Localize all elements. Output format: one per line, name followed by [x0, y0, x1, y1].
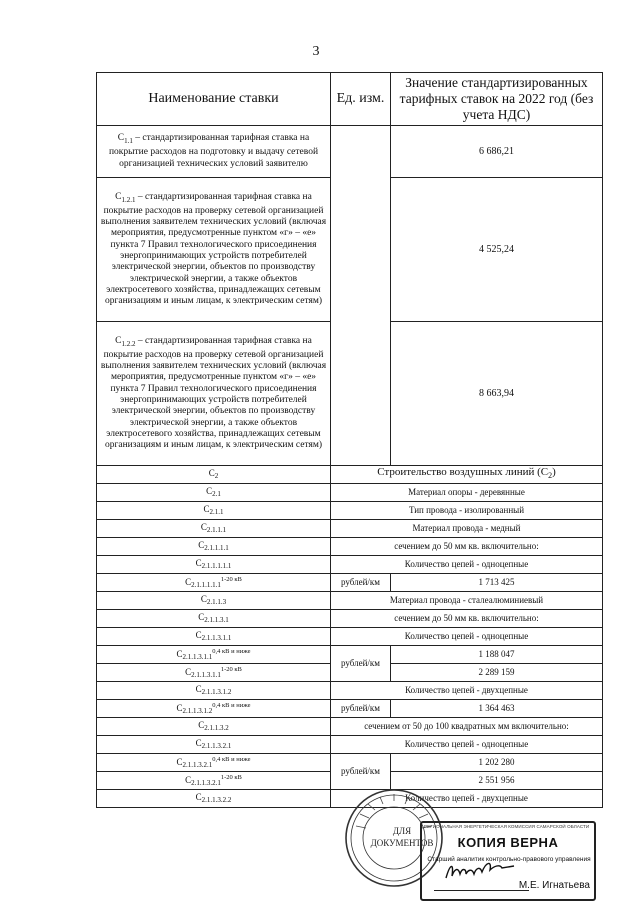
rate-code: $C_{2.1.1.3.2.1}^{0,4 кВ и ниже}$: [97, 754, 331, 772]
stamp-circle-text-2: ДОКУМЕНТОВ: [370, 838, 434, 848]
rate-code: $C_{2.1.1.3}$: [97, 592, 331, 610]
row-description: сечением до 50 мм кв. включительно:: [331, 538, 603, 556]
table-row: [97, 574, 603, 592]
rate-code: $C_{2.1}$: [97, 484, 331, 502]
table-header-row: [97, 73, 603, 126]
rate-code: $C_{2.1.1.1.1.1}$: [97, 556, 331, 574]
header-rate-name: Наименование ставки: [97, 73, 331, 126]
rate-code: $C_{2.1.1.1.1.1}^{1-20 кВ}$: [97, 574, 331, 592]
rate-value: 2 551 956: [391, 772, 603, 790]
signature-line: [434, 890, 529, 891]
row-description: Количество цепей - одноцепные: [331, 736, 603, 754]
rate-description: $C_{1.1}$ – стандартизированная тарифная ставка на покрытие расходов на подготовку и выдачу сетевой организацией технических условий заявителю: [97, 126, 331, 178]
table-row: [97, 646, 603, 664]
unit-cell: рублей/км: [331, 700, 391, 718]
unit-cell-empty: [331, 126, 391, 466]
tariff-rates-table: [96, 72, 603, 808]
stamp-signatory-name: М.Е. Игнатьева: [518, 880, 590, 891]
rate-code: $C_{2.1.1.3.1.2}$: [97, 682, 331, 700]
rate-value: 8 663,94: [391, 322, 603, 466]
unit-cell: рублей/км: [331, 574, 391, 592]
unit-cell: рублей/км: [331, 646, 391, 682]
rate-code: $C_{2.1.1.3.2.1}^{1-20 кВ}$: [97, 772, 331, 790]
rate-value: 2 289 159: [391, 664, 603, 682]
row-description: Тип провода - изолированный: [331, 502, 603, 520]
rate-code: $C_{2.1.1.3.2}$: [97, 718, 331, 736]
row-description: Материал провода - медный: [331, 520, 603, 538]
rate-code: $C_{2.1.1.3.2.1}$: [97, 736, 331, 754]
table-row: [97, 556, 603, 574]
rate-code: $C_{2.1.1.3.1}$: [97, 610, 331, 628]
table-row: [97, 754, 603, 772]
table-row: [97, 502, 603, 520]
handwritten-signature: [440, 856, 520, 886]
rate-code: $C_{2.1.1.1}$: [97, 520, 331, 538]
rate-value: 1 364 463: [391, 700, 603, 718]
rate-value: 6 686,21: [391, 126, 603, 178]
unit-cell: рублей/км: [331, 754, 391, 790]
rate-value: 1 188 047: [391, 646, 603, 664]
rate-value: 4 525,24: [391, 178, 603, 322]
table-row: [97, 484, 603, 502]
rate-code: $C_{2.1.1}$: [97, 502, 331, 520]
rate-code: $C_{2.1.1.1.1}$: [97, 538, 331, 556]
table-row: [97, 682, 603, 700]
rate-value: 1 713 425: [391, 574, 603, 592]
rate-code: $C_2$: [97, 466, 331, 484]
table-row: [97, 700, 603, 718]
row-description: сечением от 50 до 100 квадратных мм включительно:: [331, 718, 603, 736]
stamp-position: Старший аналитик контрольно-правового управления: [427, 856, 591, 863]
rate-description: $C_{1.2.1}$ – стандартизированная тарифная ставка на покрытие расходов на проверку сетевой организацией выполнения заявителем технических условий (включая мероприятия, предусмотренные пунктом «г» – «е» пункта 7 Правил технологического присоединения энергопринимающих устройств потребителей электрической энергии, объектов по производству электрической энергии, а также объектов электросетевого хозяйства, принадлежащих сетевым организациям и иным лицам, к электрическим сетям): [97, 178, 331, 322]
stamp-circle-text-1: ДЛЯ: [392, 826, 412, 836]
row-description: сечением до 50 мм кв. включительно:: [331, 610, 603, 628]
row-description: Материал опоры - деревянные: [331, 484, 603, 502]
table-row: [97, 520, 603, 538]
table-row: [97, 736, 603, 754]
rate-description: $C_{1.2.2}$ – стандартизированная тарифная ставка на покрытие расходов на проверку сетевой организацией выполнения заявителем технических условий (включая мероприятия, предусмотренные пунктом «г» – «е» пункта 7 Правил технологического присоединения энергопринимающих устройств потребителей электрической энергии, объектов по производству электрической энергии, а также объектов электросетевого хозяйства, принадлежащих сетевым организациям и иным лицам, к электрическим сетям): [97, 322, 331, 466]
table-row: [97, 538, 603, 556]
rate-code: $C_{2.1.1.3.1.2}^{0,4 кВ и ниже}$: [97, 700, 331, 718]
table-row: [97, 592, 603, 610]
stamp-organization: РЕГИОНАЛЬНАЯ ЭНЕРГЕТИЧЕСКАЯ КОМИССИЯ САМАРСКОЙ ОБЛАСТИ: [424, 824, 590, 829]
rate-code: $C_{2.1.1.3.1.1}$: [97, 628, 331, 646]
row-description: Количество цепей - двухцепные: [331, 682, 603, 700]
row-description: Количество цепей - одноцепные: [331, 556, 603, 574]
header-value: Значение стандартизированных тарифных ставок на 2022 год (без учета НДС): [391, 73, 603, 126]
table-row: [97, 628, 603, 646]
table-row: [97, 126, 603, 178]
rate-code: $C_{2.1.1.3.1.1}^{0,4 кВ и ниже}$: [97, 646, 331, 664]
rate-code: $C_{2.1.1.3.2.2}$: [97, 790, 331, 808]
rate-value: 1 202 280: [391, 754, 603, 772]
section-title: Строительство воздушных линий $(С_2)$: [331, 466, 603, 484]
header-unit: Ед. изм.: [331, 73, 391, 126]
table-row: [97, 466, 603, 484]
table-row: [97, 610, 603, 628]
table-row: [97, 718, 603, 736]
page-number: 3: [312, 44, 320, 59]
rate-code: $C_{2.1.1.3.1.1}^{1-20 кВ}$: [97, 664, 331, 682]
row-description: Количество цепей - двухцепные: [331, 790, 603, 808]
row-description: Количество цепей - одноцепные: [331, 628, 603, 646]
row-description: Материал провода - сталеалюминиевый: [331, 592, 603, 610]
stamp-title: КОПИЯ ВЕРНА: [457, 835, 559, 850]
